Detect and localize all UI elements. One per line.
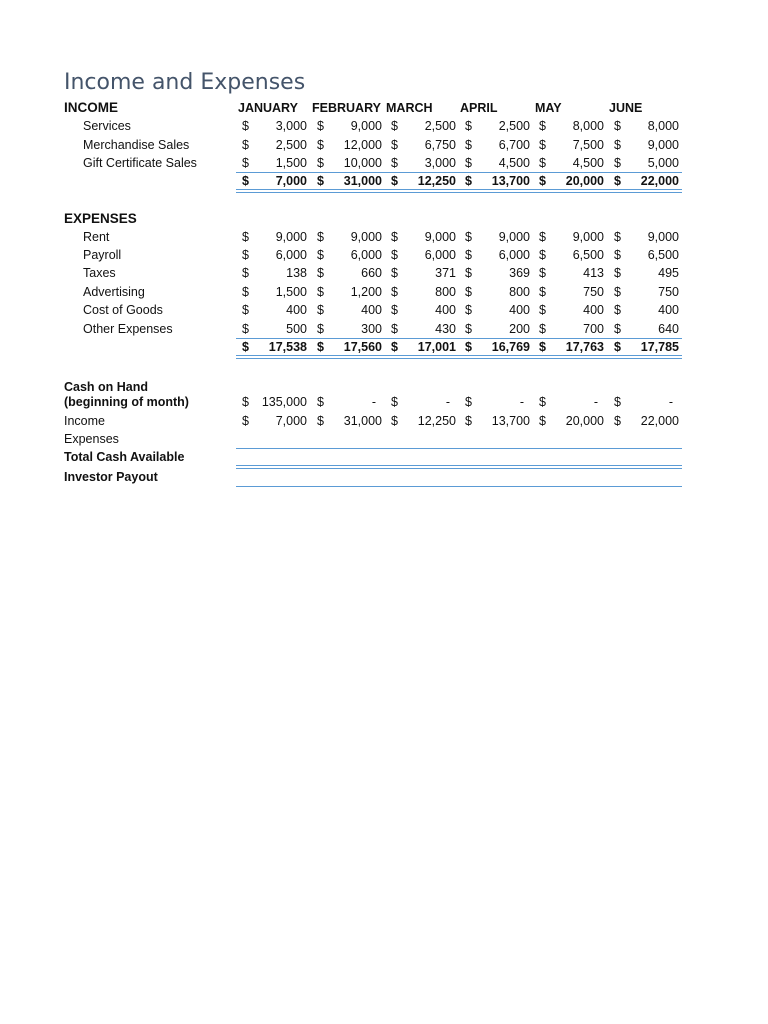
total-cash-available-row [0,448,768,466]
value-cell: $ 200 [465,322,530,336]
expense-row-cost-of-goods [0,301,768,319]
total-cell: $ 17,001 [391,340,456,354]
value-cell: $ 8,000 [539,119,604,133]
value-cell: $ 800 [391,285,456,299]
row-label: Other Expenses [83,322,173,336]
investor-payout-row [0,468,768,486]
value-cell: $ 400 [391,303,456,317]
value-cell: $ 6,500 [539,248,604,262]
row-label: Merchandise Sales [83,138,190,152]
cash-income-row [0,412,768,430]
value-cell: $ 31,000 [317,414,382,428]
value-cell: $ 9,000 [614,230,679,244]
value-cell: $ 9,000 [317,119,382,133]
cash-expenses-label: Expenses [64,432,119,446]
value-cell: $ 3,000 [391,156,456,170]
expenses-total-double-border [236,355,682,359]
month-header-march: MARCH [386,101,433,115]
expense-row-advertising [0,283,768,301]
expenses-heading: EXPENSES [64,211,137,226]
total-cell: $ 7,000 [242,174,307,188]
row-label: Cost of Goods [83,303,163,317]
value-cell: $ 5,000 [614,156,679,170]
cash-on-hand-label-line2: (beginning of month) [64,395,189,409]
value-cell: $ 3,000 [242,119,307,133]
value-cell: $ 400 [614,303,679,317]
total-cell: $ 20,000 [539,174,604,188]
value-cell: $ 7,500 [539,138,604,152]
investor-payout-bottom-border [236,486,682,487]
expense-row-taxes [0,264,768,282]
month-header-january: JANUARY [238,101,298,115]
value-cell: $ 400 [317,303,382,317]
total-cell: $ 31,000 [317,174,382,188]
month-header-february: FEBRUARY [312,101,381,115]
value-cell: $ 4,500 [465,156,530,170]
value-cell: $ 9,000 [242,230,307,244]
expense-row-rent [0,228,768,246]
value-cell: $ 7,000 [242,414,307,428]
expenses-total-row [0,338,768,356]
total-cell: $ 17,763 [539,340,604,354]
cash-on-hand-row [0,393,768,411]
total-cell: $ 13,700 [465,174,530,188]
row-label: Services [83,119,131,133]
value-cell: $ 700 [539,322,604,336]
total-cell: $ 12,250 [391,174,456,188]
total-cell: $ 17,560 [317,340,382,354]
sheet-title: Income and Expenses [64,70,306,95]
expense-row-other-expenses [0,320,768,338]
income-row-services [0,117,768,135]
value-cell: $ 138 [242,266,307,280]
value-cell: $ 6,000 [242,248,307,262]
row-label: Taxes [83,266,116,280]
value-cell: $ 6,750 [391,138,456,152]
value-cell: $ 6,000 [465,248,530,262]
total-cell: $ 16,769 [465,340,530,354]
value-cell: $ 400 [539,303,604,317]
value-cell: $ 750 [539,285,604,299]
total-cell: $ 17,538 [242,340,307,354]
total-cash-available-label: Total Cash Available [64,450,185,464]
value-cell: $ 400 [465,303,530,317]
row-label: Payroll [83,248,122,262]
value-cell: $ 640 [614,322,679,336]
value-cell: $ 300 [317,322,382,336]
value-cell: $ 413 [539,266,604,280]
month-header-april: APRIL [460,101,498,115]
value-cell: $ 13,700 [465,414,530,428]
value-cell: $ 2,500 [242,138,307,152]
value-cell: $ 9,000 [391,230,456,244]
cash-on-hand-label-line1: Cash on Hand [64,380,149,394]
investor-payout-label: Investor Payout [64,470,158,484]
value-cell: $ 9,000 [465,230,530,244]
value-cell: $ - [465,395,524,409]
value-cell: $ 135,000 [242,395,307,409]
value-cell: $ 371 [391,266,456,280]
value-cell: $ 2,500 [391,119,456,133]
income-heading: INCOME [64,100,118,115]
value-cell: $ - [391,395,450,409]
value-cell: $ 369 [465,266,530,280]
value-cell: $ 20,000 [539,414,604,428]
value-cell: $ 1,500 [242,285,307,299]
value-cell: $ 430 [391,322,456,336]
value-cell: $ 6,000 [317,248,382,262]
value-cell: $ 9,000 [614,138,679,152]
value-cell: $ 10,000 [317,156,382,170]
value-cell: $ 6,000 [391,248,456,262]
value-cell: $ 12,000 [317,138,382,152]
value-cell: $ 660 [317,266,382,280]
income-row-gift-certificate-sales [0,154,768,172]
total-cell: $ 17,785 [614,340,679,354]
value-cell: $ - [614,395,673,409]
total-cell: $ 22,000 [614,174,679,188]
month-header-june: JUNE [609,101,643,115]
value-cell: $ 800 [465,285,530,299]
income-total-row [0,172,768,190]
row-label: Advertising [83,285,145,299]
income-row-merchandise-sales [0,136,768,154]
expenses-header-row [0,210,768,228]
cash-expenses-row [0,430,768,448]
value-cell: $ 400 [242,303,307,317]
value-cell: $ - [539,395,598,409]
value-cell: $ 22,000 [614,414,679,428]
value-cell: $ 750 [614,285,679,299]
value-cell: $ 9,000 [317,230,382,244]
value-cell: $ 8,000 [614,119,679,133]
value-cell: $ 1,500 [242,156,307,170]
value-cell: $ 6,500 [614,248,679,262]
value-cell: $ 4,500 [539,156,604,170]
income-total-double-border [236,189,682,193]
value-cell: $ 2,500 [465,119,530,133]
row-label: Rent [83,230,110,244]
row-label: Gift Certificate Sales [83,156,197,170]
expense-row-payroll [0,246,768,264]
value-cell: $ 6,700 [465,138,530,152]
value-cell: $ 500 [242,322,307,336]
value-cell: $ 495 [614,266,679,280]
income-header-row [0,99,768,117]
value-cell: $ 12,250 [391,414,456,428]
value-cell: $ 1,200 [317,285,382,299]
cash-income-label: Income [64,414,105,428]
value-cell: $ - [317,395,376,409]
value-cell: $ 9,000 [539,230,604,244]
month-header-may: MAY [535,101,562,115]
